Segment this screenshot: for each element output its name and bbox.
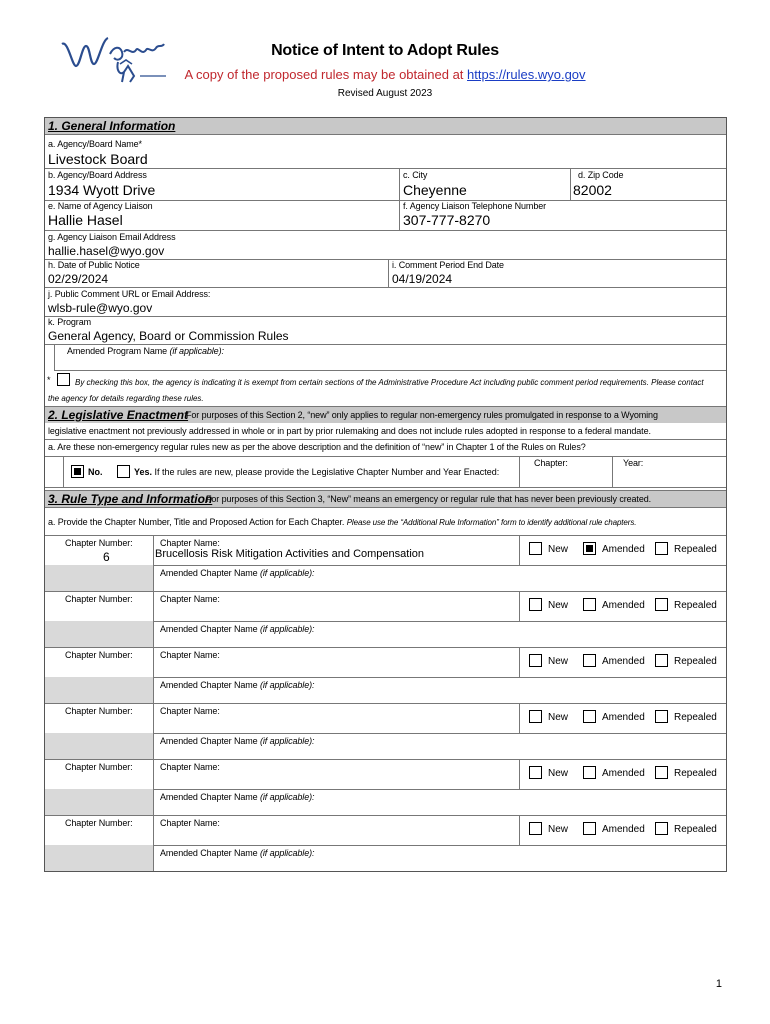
agency-label: a. Agency/Board Name* — [48, 139, 142, 149]
action-new-label: New — [548, 656, 569, 667]
legislative-no-checkbox[interactable] — [71, 465, 84, 478]
action-repealed-label: Repealed — [674, 824, 717, 835]
program-field[interactable]: General Agency, Board or Commission Rules — [48, 329, 289, 343]
amended-chapter-name-label: Amended Chapter Name (if applicable): — [160, 568, 315, 578]
action-amended-label: Amended — [602, 544, 645, 555]
action-new-checkbox[interactable] — [529, 542, 542, 555]
action-amended-checkbox[interactable] — [583, 598, 596, 611]
action-new-label: New — [548, 824, 569, 835]
action-repealed-checkbox[interactable] — [655, 710, 668, 723]
chapter-name-label: Chapter Name: — [160, 650, 220, 660]
action-new-label: New — [548, 600, 569, 611]
exempt-text-1: By checking this box, the agency is indicating it is exempt from certain sections of the Administrative Procedure Act including public comment period requirements. Please contact — [75, 378, 704, 387]
subtitle: A copy of the proposed rules may be obtained at https://rules.wyo.gov — [184, 67, 586, 82]
zip-field[interactable]: 82002 — [573, 182, 612, 198]
city-label: c. City — [403, 170, 428, 180]
action-amended-label: Amended — [602, 768, 645, 779]
chapter-name-label: Chapter Name: — [160, 594, 220, 604]
action-repealed-checkbox[interactable] — [655, 822, 668, 835]
chapter-name-label: Chapter Name: — [160, 538, 220, 548]
phone-label: f. Agency Liaison Telephone Number — [403, 201, 547, 211]
notice-date-label: h. Date of Public Notice — [48, 260, 140, 270]
exempt-text-2: the agency for details regarding these rules. — [48, 394, 204, 403]
amended-chapter-name-label: Amended Chapter Name (if applicable): — [160, 624, 315, 634]
action-repealed-checkbox[interactable] — [655, 654, 668, 667]
chapter-name-label: Chapter Name: — [160, 818, 220, 828]
comment-url-field[interactable]: wlsb-rule@wyo.gov — [48, 301, 153, 315]
chapter-name-field[interactable]: Brucellosis Risk Mitigation Activities and Compensation — [155, 548, 425, 560]
action-amended-checkbox[interactable] — [583, 710, 596, 723]
address-label: b. Agency/Board Address — [48, 170, 147, 180]
action-repealed-label: Repealed — [674, 712, 717, 723]
action-new-label: New — [548, 712, 569, 723]
action-new-label: New — [548, 544, 569, 555]
liaison-label: e. Name of Agency Liaison — [48, 201, 153, 211]
action-amended-checkbox[interactable] — [583, 542, 596, 555]
action-amended-checkbox[interactable] — [583, 822, 596, 835]
email-field[interactable]: hallie.hasel@wyo.gov — [48, 244, 165, 258]
action-amended-label: Amended — [602, 656, 645, 667]
rules-link[interactable]: https://rules.wyo.gov — [467, 67, 586, 82]
chapter-number-shade — [45, 621, 153, 647]
section-2-intro-1: For purposes of this Section 2, “new” only applies to regular non-emergency rules promulgated in response to a Wyoming — [186, 410, 658, 420]
action-amended-checkbox[interactable] — [583, 766, 596, 779]
legislative-year-label: Year: — [623, 458, 644, 468]
comment-url-label: j. Public Comment URL or Email Address: — [48, 289, 211, 299]
amended-chapter-name-label: Amended Chapter Name (if applicable): — [160, 848, 315, 858]
section-3-title: 3. Rule Type and Information — [48, 492, 213, 506]
action-repealed-label: Repealed — [674, 656, 717, 667]
email-label: g. Agency Liaison Email Address — [48, 232, 176, 242]
section-2-intro-2: legislative enactment not previously addressed in whole or in part by prior rulemaking and does not include rules adopted in response to a federal mandate. — [48, 426, 651, 436]
exempt-checkbox[interactable] — [57, 373, 70, 386]
section-3-instruction: a. Provide the Chapter Number, Title and Proposed Action for Each Chapter. Please use the “Additional Rule Information” form to identify additional rule chapters. — [48, 517, 637, 527]
action-new-checkbox[interactable] — [529, 822, 542, 835]
form-frame — [44, 117, 727, 872]
chapter-number-shade — [45, 789, 153, 815]
action-repealed-checkbox[interactable] — [655, 598, 668, 611]
exempt-asterisk: * — [47, 375, 51, 385]
action-amended-label: Amended — [602, 824, 645, 835]
page-number: 1 — [715, 978, 722, 990]
chapter-number-label: Chapter Number: — [65, 538, 133, 548]
program-label: k. Program — [48, 317, 92, 327]
chapter-number-label: Chapter Number: — [65, 594, 133, 604]
chapter-number-shade — [45, 565, 153, 591]
chapter-number-label: Chapter Number: — [65, 818, 133, 828]
chapter-number-label: Chapter Number: — [65, 762, 133, 772]
chapter-number-label: Chapter Number: — [65, 650, 133, 660]
chapter-number-label: Chapter Number: — [65, 706, 133, 716]
phone-field[interactable]: 307-777-8270 — [403, 212, 491, 228]
chapter-name-label: Chapter Name: — [160, 762, 220, 772]
action-new-checkbox[interactable] — [529, 598, 542, 611]
amended-program-label: Amended Program Name (if applicable): — [67, 346, 224, 356]
legislative-yes-checkbox[interactable] — [117, 465, 130, 478]
zip-label: d. Zip Code — [578, 170, 624, 180]
section-1-title: 1. General Information — [48, 119, 176, 133]
action-new-checkbox[interactable] — [529, 710, 542, 723]
action-new-checkbox[interactable] — [529, 766, 542, 779]
amended-chapter-name-label: Amended Chapter Name (if applicable): — [160, 736, 315, 746]
comment-end-field[interactable]: 04/19/2024 — [392, 272, 453, 286]
comment-end-label: i. Comment Period End Date — [392, 260, 504, 270]
action-repealed-checkbox[interactable] — [655, 766, 668, 779]
amended-chapter-name-label: Amended Chapter Name (if applicable): — [160, 680, 315, 690]
action-repealed-label: Repealed — [674, 544, 717, 555]
chapter-number-field[interactable]: 6 — [103, 550, 110, 564]
revised-date: Revised August 2023 — [337, 88, 433, 99]
chapter-number-shade — [45, 845, 153, 871]
chapter-number-shade — [45, 677, 153, 703]
page-title: Notice of Intent to Adopt Rules — [271, 42, 499, 59]
legislative-yes-text: Yes. If the rules are new, please provide the Legislative Chapter Number and Year Enacted: — [134, 467, 500, 477]
section-2-title: 2. Legislative Enactment — [48, 408, 189, 422]
chapter-number-shade — [45, 733, 153, 759]
amended-chapter-name-label: Amended Chapter Name (if applicable): — [160, 792, 315, 802]
legislative-no-label: No. — [88, 467, 103, 477]
action-repealed-label: Repealed — [674, 600, 717, 611]
action-repealed-label: Repealed — [674, 768, 717, 779]
action-amended-label: Amended — [602, 600, 645, 611]
action-amended-label: Amended — [602, 712, 645, 723]
city-field[interactable]: Cheyenne — [403, 182, 467, 198]
section-2-question: a. Are these non-emergency regular rules new as per the above description and the definition of “new” in Chapter 1 of the Rules on Rules? — [48, 442, 586, 452]
action-new-label: New — [548, 768, 569, 779]
action-repealed-checkbox[interactable] — [655, 542, 668, 555]
action-new-checkbox[interactable] — [529, 654, 542, 667]
section-3-intro: For purposes of this Section 3, “New” means an emergency or regular rule that has never been previously created. — [206, 494, 652, 504]
legislative-chapter-label: Chapter: — [534, 458, 568, 468]
notice-date-field[interactable]: 02/29/2024 — [48, 272, 109, 286]
agency-field[interactable]: Livestock Board — [48, 151, 148, 167]
action-amended-checkbox[interactable] — [583, 654, 596, 667]
chapter-name-label: Chapter Name: — [160, 706, 220, 716]
address-field[interactable]: 1934 Wyott Drive — [48, 182, 156, 198]
liaison-field[interactable]: Hallie Hasel — [48, 212, 123, 228]
